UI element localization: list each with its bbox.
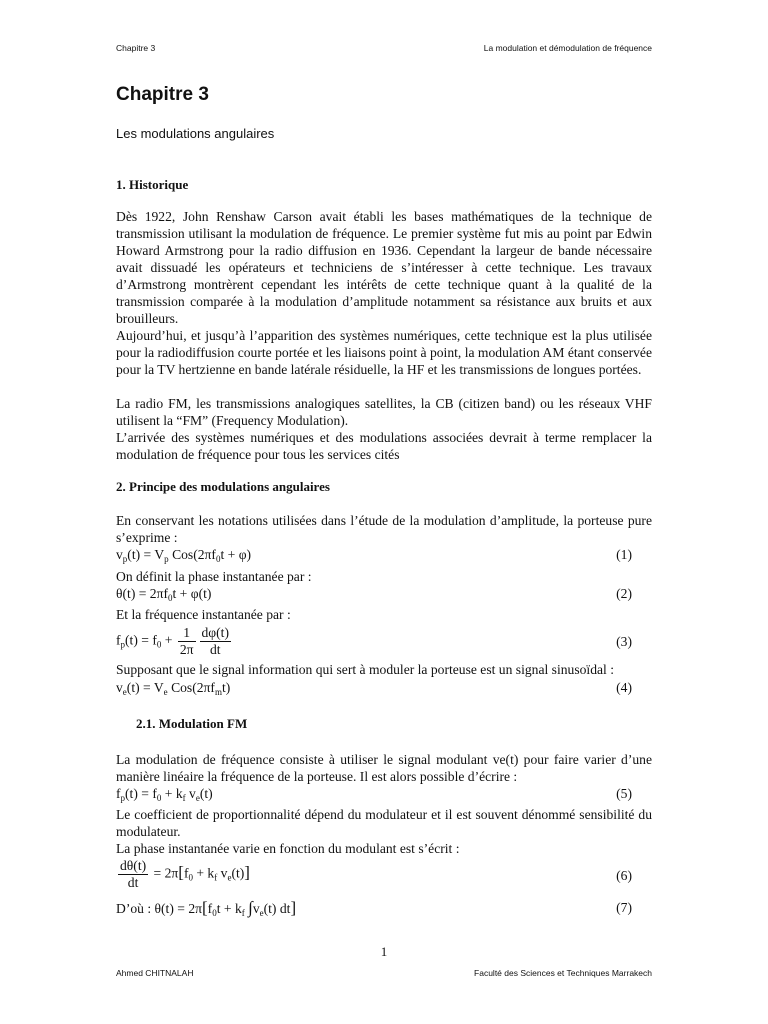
equation-6: $\frac{d\theta(t)}{dt}$ = $2\pi[f_0 + k_f$ $v_e(t)$] (120, 858, 250, 890)
paragraph-fm-def: La modulation de fréquence consiste à utiliser le signal modulant ve(t) pour faire varier d’une manière linéaire la fréquence de la porteuse. Il est alors possible d’écrire : (116, 752, 652, 784)
section-1-heading: 1. Historique (116, 177, 189, 192)
equation-4-number: (4) (616, 680, 632, 695)
page-number: 1 (380, 944, 388, 959)
text-phase: On définit la phase instantanée par : (116, 569, 312, 584)
paragraph-today: Aujourd’hui, et jusqu’à l’apparition des systèmes numériques, cette technique est la plus utilisée pour la radiodiffusion courte portée et les liaisons point à point, la modulation AM étant conservée pour la TV hertzienne en bande latérale résiduelle, la HF et les transmissions de longues portées. (116, 328, 652, 377)
equation-1-number: (1) (616, 547, 632, 562)
page-header (116, 43, 652, 53)
equation-3-number: (3) (616, 634, 632, 649)
footer-institution: Faculté des Sciences et Techniques Marrakech (474, 968, 652, 978)
equation-2: $\theta(t) = 2\pi f_0t + \varphi(t)$ (116, 586, 212, 603)
text-dou: D’où : (116, 901, 152, 916)
section-2-heading: 2. Principe des modulations angulaires (116, 479, 330, 494)
page-footer (116, 968, 652, 978)
fraction-dtheta-dt: $\frac{d\theta(t)}{dt}$ (120, 858, 147, 890)
footer-author: Ahmed CHITNALAH (116, 968, 194, 978)
header-chapter: Chapitre 3 (116, 43, 156, 53)
text-sinusoidal: Supposant que le signal information qui sert à moduler la porteuse est un signal sinusoïdal : (116, 662, 614, 677)
fraction-one-over-two-pi: $\frac{1}{2\pi}$ (179, 625, 194, 657)
chapter-title: Chapitre 3 (116, 84, 209, 105)
equation-7-number: (7) (616, 900, 632, 915)
equation-3: $f_p(t) = f_0$ + $\frac{1}{2\pi}$ $\frac{d\varphi(t)}{dt}$ (116, 625, 229, 657)
equation-2-number: (2) (616, 586, 632, 601)
equation-1: $v_p(t) = V_p$ $Cos(2\pi f_0t + \varphi)$ (116, 547, 252, 564)
text-frequency: Et la fréquence instantanée par : (116, 607, 291, 622)
equation-5-number: (5) (616, 786, 632, 801)
paragraph-carson: Dès 1922, John Renshaw Carson avait établi les bases mathématiques de la technique de transmission utilisant la modulation de fréquence. Le premier système fut mis au point par Edwin Howard Armstrong pour la radio diffusion en 1936. Cependant la largeur de bande nécessaire avait dissuadé les opérateurs et techniciens de s’intéresser à cette technique. Les travaux d’Armstrong montrèrent cependant les intérêts de cette technique quant à la qualité de la transmission comparée à la modulation d’amplitude notamment sa résistance aux bruits et aux brouilleurs. (116, 209, 652, 326)
equation-4: $v_e(t) = V_e$ $Cos(2\pi f_mt)$ (116, 680, 231, 697)
paragraph-radio-fm: La radio FM, les transmissions analogiques satellites, la CB (citizen band) ou les réseaux VHF utilisent la “FM” (Frequency Modulation). (116, 396, 652, 428)
paragraph-digital: L’arrivée des systèmes numériques et des modulations associées devrait à terme remplacer la modulation de fréquence pour tous les services cités (116, 430, 652, 462)
chapter-subtitle: Les modulations angulaires (116, 126, 275, 141)
paragraph-sensitivity: Le coefficient de proportionnalité dépend du modulateur et il est souvent dénommé sensibilité du modulateur. (116, 807, 652, 839)
equation-5: $f_p(t) = f_0 + k_f$ $v_e(t)$ (116, 786, 213, 803)
text-instant-phase: La phase instantanée varie en fonction du modulant est s’écrit : (116, 841, 460, 856)
paragraph-carrier: En conservant les notations utilisées dans l’étude de la modulation d’amplitude, la porteuse pure s’exprime : (116, 513, 652, 545)
equation-6-number: (6) (616, 868, 632, 883)
header-topic: La modulation et démodulation de fréquence (483, 43, 652, 53)
fraction-dphi-dt: $\frac{d\varphi(t)}{dt}$ (201, 625, 229, 657)
section-2-1-heading: 2.1. Modulation FM (136, 716, 248, 731)
equation-7: D’où : $\theta(t) = 2\pi[f_0t + k_f$ $\int v_e(t)$ dt] (116, 898, 297, 918)
